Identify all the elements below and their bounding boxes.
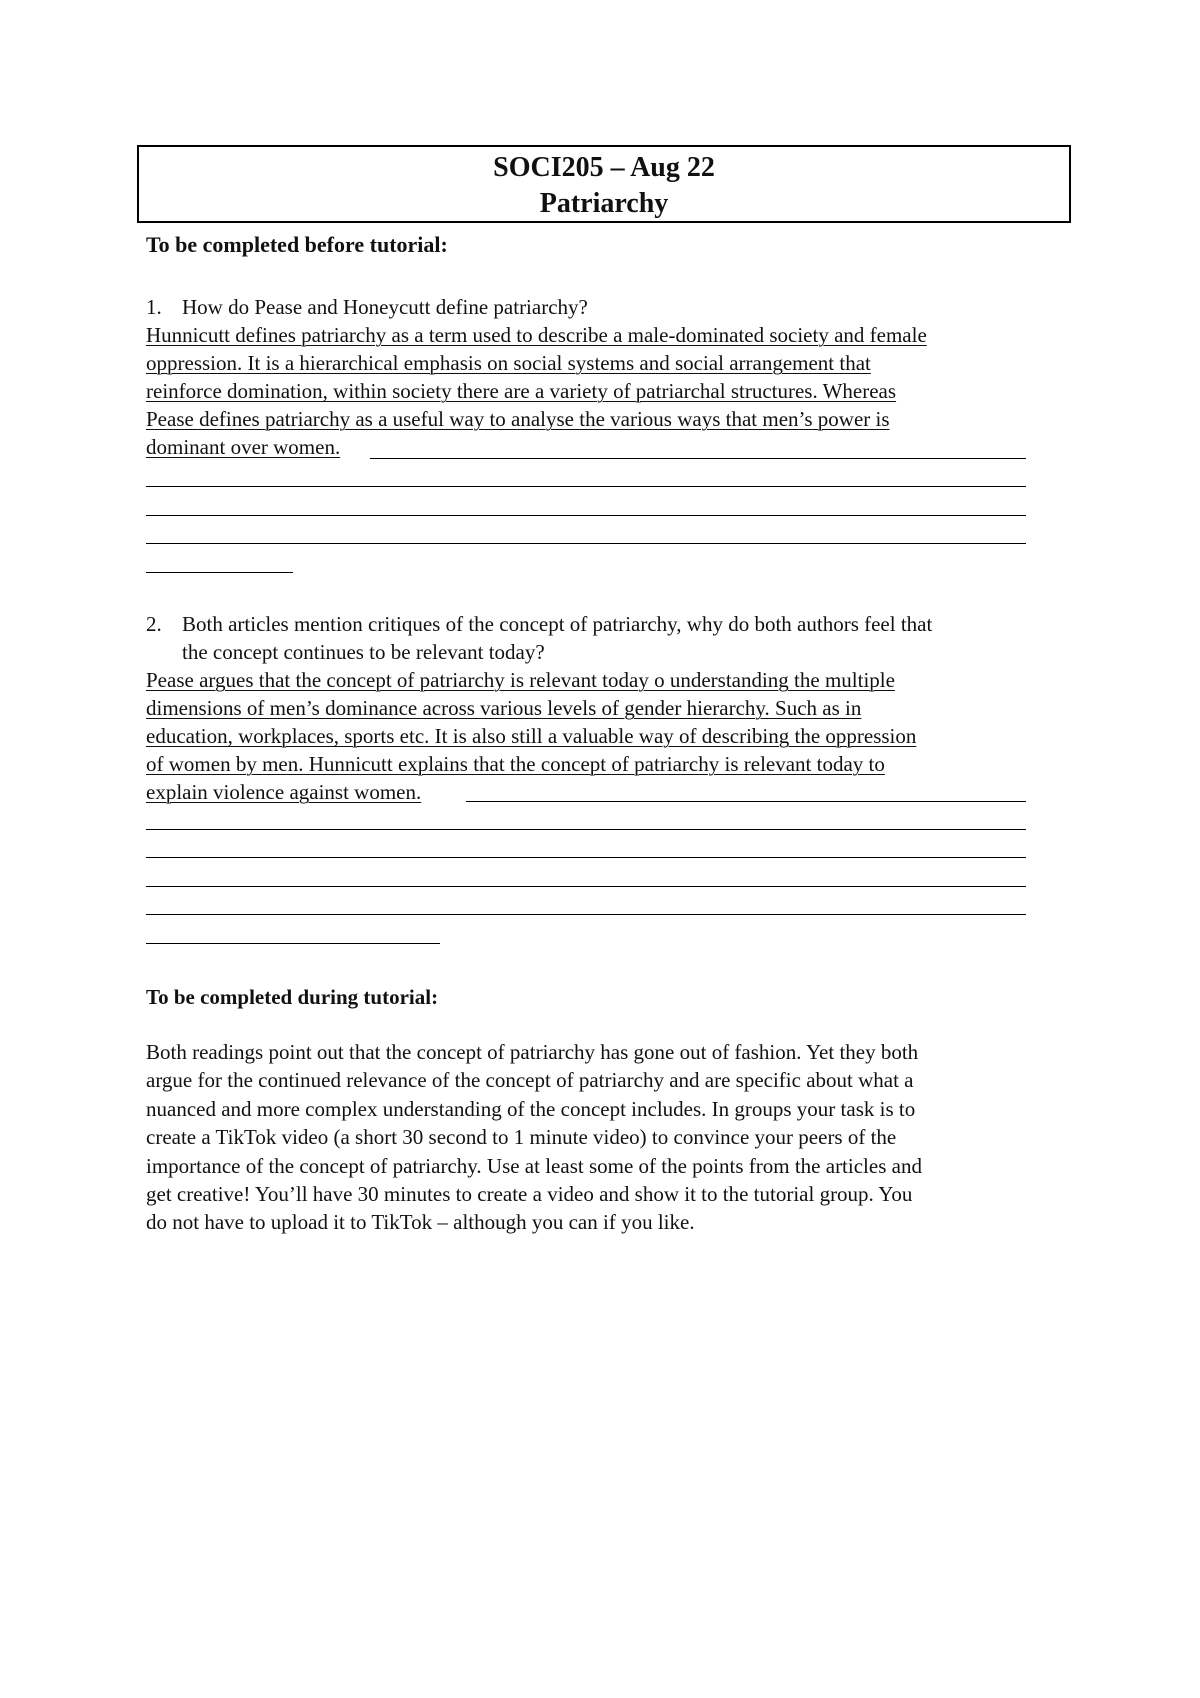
answer-2-line: explain violence against women. xyxy=(146,780,422,804)
answer-2-rule xyxy=(146,886,1026,887)
answer-2-line: education, workplaces, sports etc. It is also still a valuable way of describing the oppression xyxy=(146,724,917,748)
paragraph-line: do not have to upload it to TikTok – although you can if you like. xyxy=(146,1210,695,1235)
answer-1-line: dominant over women. xyxy=(146,435,341,459)
answer-1-rule xyxy=(146,572,293,573)
question-2-text: Both articles mention critiques of the concept of patriarchy, why do both authors feel that xyxy=(182,612,933,636)
answer-2-line: of women by men. Hunnicutt explains that the concept of patriarchy is relevant today to xyxy=(146,752,885,776)
task-paragraph xyxy=(146,1038,1066,1237)
topic-title: Patriarchy xyxy=(539,188,669,219)
answer-2-rule xyxy=(146,829,1026,830)
during-tutorial-heading: To be completed during tutorial: xyxy=(146,985,439,1009)
question-1 xyxy=(146,293,588,321)
answer-1-line: Hunnicutt defines patriarchy as a term used to describe a male-dominated society and female xyxy=(146,323,927,347)
paragraph-line: Both readings point out that the concept of patriarchy has gone out of fashion. Yet they both xyxy=(146,1040,919,1064)
question-2-number: 2. xyxy=(146,612,162,636)
before-tutorial-heading: To be completed before tutorial: xyxy=(146,232,448,257)
question-1-number: 1. xyxy=(146,295,162,319)
paragraph-line: create a TikTok video (a short 30 second to 1 minute video) to convince your peers of the xyxy=(146,1125,897,1150)
question-2 xyxy=(146,610,932,638)
paragraph-line: importance of the concept of patriarchy. Use at least some of the points from the articles and xyxy=(146,1153,922,1178)
answer-1-line: oppression. It is a hierarchical emphasis on social systems and social arrangement that xyxy=(146,351,871,375)
answer-2-rule xyxy=(466,801,1026,802)
question-2-text-continued: the concept continues to be relevant today? xyxy=(182,640,545,664)
answer-2-line: Pease argues that the concept of patriarchy is relevant today o understanding the multiple xyxy=(146,668,895,692)
answer-1-rule xyxy=(370,458,1026,459)
paragraph-line: argue for the continued relevance of the concept of patriarchy and are specific about what a xyxy=(146,1068,914,1093)
answer-1-rule xyxy=(146,515,1026,516)
course-title: SOCI205 – Aug 22 xyxy=(493,152,715,183)
answer-1-rule xyxy=(146,543,1026,544)
paragraph-line: nuanced and more complex understanding of the concept includes. In groups your task is to xyxy=(146,1096,916,1121)
paragraph-line: get creative! You’ll have 30 minutes to create a video and show it to the tutorial group. You xyxy=(146,1182,913,1207)
answer-2-rule xyxy=(146,914,1026,915)
question-1-text: How do Pease and Honeycutt define patriarchy? xyxy=(182,295,588,319)
title-box xyxy=(137,145,1071,223)
answer-1-rule xyxy=(146,486,1026,487)
answer-2-rule xyxy=(146,857,1026,858)
answer-2-line: dimensions of men’s dominance across various levels of gender hierarchy. Such as in xyxy=(146,696,862,720)
answer-1-line: Pease defines patriarchy as a useful way to analyse the various ways that men’s power is xyxy=(146,407,890,431)
answer-1-line: reinforce domination, within society there are a variety of patriarchal structures. Whereas xyxy=(146,379,897,403)
answer-2-rule xyxy=(146,943,440,944)
